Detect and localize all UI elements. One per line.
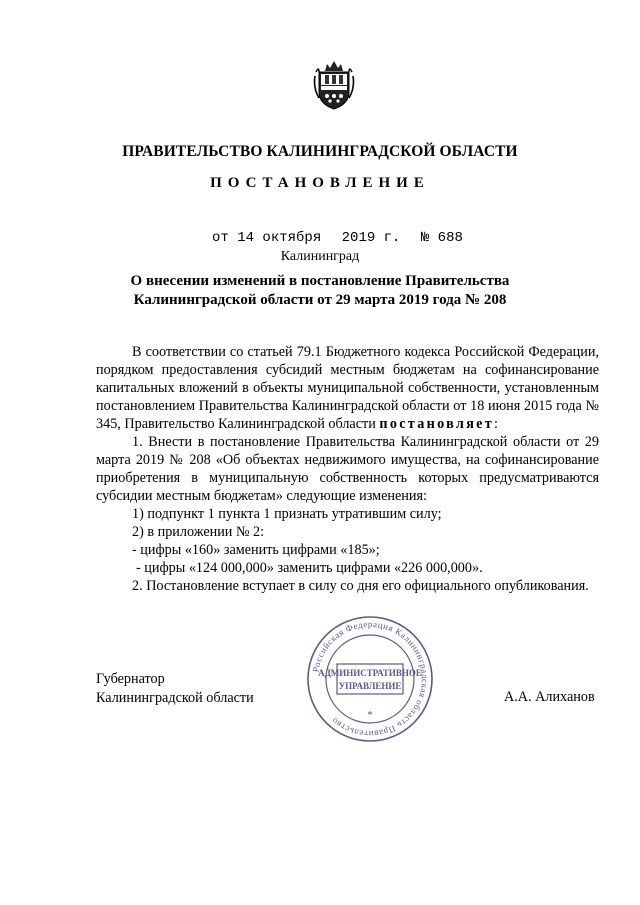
document-number: 688 (437, 230, 463, 246)
date-day-month: 14 октября (237, 230, 322, 246)
resolves-colon: : (494, 416, 498, 432)
resolves-word: постановляет (379, 416, 495, 432)
signatory-name: А.А. Алиханов (504, 689, 595, 705)
document-type: ПОСТАНОВЛЕНИЕ (210, 175, 430, 191)
date-number-line (212, 230, 463, 246)
item-1: 1. Внести в постановление Правительства Калининградской области от 29 марта 2019 № 208 «Об объектах недвижимого имущества, на софинансирование приобретения в муниципальную собственность которых предусматриваются субсидии местным бюджетам» следующие изменения: (96, 434, 599, 504)
date-year: 2019 г. (341, 230, 401, 246)
document-body (96, 343, 599, 595)
signatory-title-line-2: Калининградской области (96, 690, 254, 706)
item-2: 2. Постановление вступает в силу со дня его официального опубликования. (132, 578, 589, 594)
preamble-text: В соответствии со статьей 79.1 Бюджетного кодекса Российской Федерации, порядком предоставления субсидий местным бюджетам на софинансирование капитальных вложений в объекты муниципальной собственности, установленным постановлением Правительства Калининградской области от 18 июня 2015 года № 345, Правительство Калининградской области (96, 344, 599, 432)
subitem-1: 1) подпункт 1 пункта 1 признать утратившим силу; (132, 506, 442, 522)
number-label: № (420, 230, 430, 246)
city: Калининград (280, 249, 360, 264)
dash-item-2: - цифры «124 000,000» заменить цифрами «226 000,000». (136, 560, 483, 576)
kaliningrad-coat-of-arms-icon (313, 58, 355, 110)
signatory-title-line-1: Губернатор (96, 671, 165, 687)
preamble-paragraph (96, 343, 599, 433)
stamp-center-line-2: УПРАВЛЕНИЕ (338, 681, 402, 691)
document-subject: О внесении изменений в постановление Правительства Калининградской области от 29 марта 2019 года № 208 (130, 273, 510, 308)
organization-name: ПРАВИТЕЛЬСТВО КАЛИНИНГРАДСКОЙ ОБЛАСТИ (122, 143, 518, 160)
official-stamp (305, 614, 435, 744)
signatory-title (96, 670, 254, 708)
dash-item-1: - цифры «160» заменить цифрами «185»; (132, 542, 380, 558)
date-prefix: от (212, 230, 229, 246)
stamp-center-line-1: АДМИНИСТРАТИВНОЕ (318, 668, 422, 678)
svg-text:Российская Федерация Калинингр (310, 619, 430, 739)
subitem-2: 2) в приложении № 2: (132, 524, 265, 540)
stamp-star-mark: * (367, 709, 373, 721)
stamp-outer-text: Российская Федерация Калининградская область Правительство (310, 618, 431, 740)
